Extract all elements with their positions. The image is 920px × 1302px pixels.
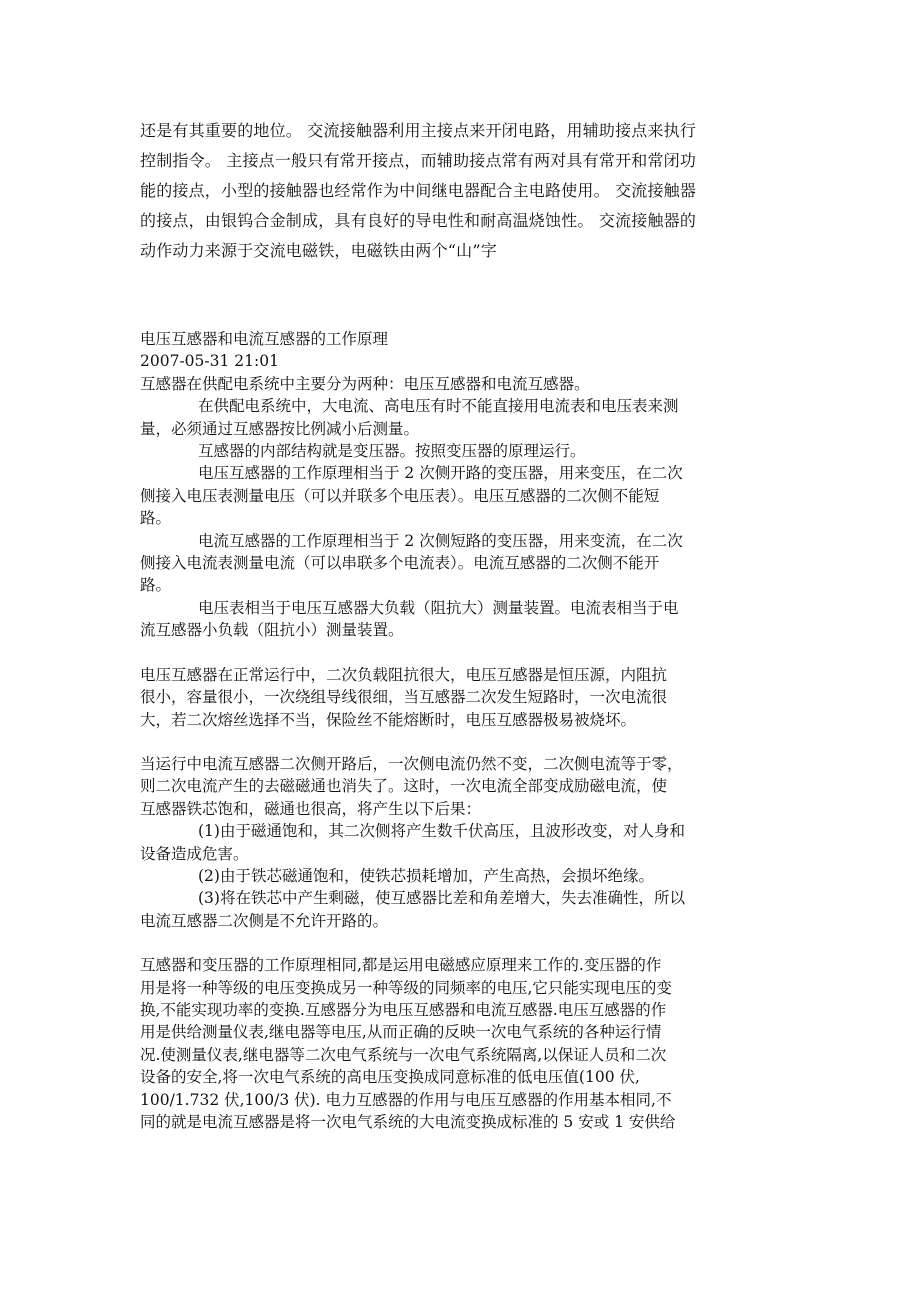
intro-line: 能的接点，小型的接触器也经常作为中间继电器配合主电路使用。 交流接触器 [140,181,697,200]
text-line: 电压互感器在正常运行中，二次负载阻抗很大，电压互感器是恒压源，内阻抗 [140,665,668,684]
text-line: 当运行中电流互感器二次侧开路后，一次侧电流仍然不变，二次侧电流等于零， [140,754,683,773]
text-line: 电压互感器的工作原理相当于 2 次侧开路的变压器，用来变压，在二次 [198,464,683,483]
intro-line: 控制指令。 主接点一般只有常开接点，而辅助接点常有两对具有常开和常闭功 [140,151,697,170]
text-line: 很小，容量很小，一次绕组导线很细，当互感器二次发生短路时，一次电流很 [140,688,668,707]
text-line: 设备的安全,将一次电气系统的高电压变换成同意标准的低电压值(100 伏, [140,1068,640,1087]
intro-line: 动作动力来源于交流电磁铁，电磁铁由两个“山”字 [140,241,497,260]
article-title: 电压互感器和电流互感器的工作原理 [140,330,389,348]
paragraph-gap [140,932,780,954]
text-line: 况.使测量仪表,继电器等二次电气系统与一次电气系统隔离,以保证人员和二次 [140,1045,667,1064]
text-line: 同的就是电流互感器是将一次电气系统的大电流变换成标准的 5 安或 1 安供给 [140,1113,676,1131]
text-line: 互感器和变压器的工作原理相同,都是运用电磁感应原理来工作的.变压器的作 [140,956,662,975]
text-line: 用是将一种等级的电压变换成另一种等级的同频率的电压,它只能实现电压的变 [140,978,672,997]
text-line: 电压表相当于电压互感器大负载（阻抗大）测量装置。电流表相当于电 [198,598,679,617]
text-line: 量，必须通过互感器按比例减小后测量。 [140,419,420,438]
text-line: 互感器的内部结构就是变压器。按照变压器的原理运行。 [198,442,586,461]
text-line: 则二次电流产生的去磁磁通也消失了。这时，一次电流全部变成励磁电流，使 [140,777,668,796]
text-line: 路。 [140,576,172,595]
text-line: (1)由于磁通饱和，其二次侧将产生数千伏高压，且波形改变，对人身和 [198,822,685,841]
article-date: 2007-05-31 21:01 [140,352,279,371]
text-line: 用是供给测量仪表,继电器等电压,从而正确的反映一次电气系统的各种运行情 [140,1023,662,1042]
text-line: 流互感器小负载（阻抗小）测量装置。 [140,621,404,640]
text-line: 大，若二次熔丝选择不当，保险丝不能熔断时，电压互感器极易被烧坏。 [140,710,637,729]
text-line: 侧接入电压表测量电压（可以并联多个电压表）。电压互感器的二次侧不能短 [140,486,660,505]
intro-line: 的接点，由银钨合金制成，具有良好的导电性和耐高温烧蚀性。 交流接触器的 [140,211,697,230]
text-line: 100/1.732 伏,100/3 伏). 电力互感器的作用与电压互感器的作用基本相同,不 [140,1090,672,1109]
text-line: 换,不能实现功率的变换.互感器分为电压互感器和电流互感器.电压互感器的作 [140,1000,667,1019]
paragraph-gap [140,642,780,664]
text-line: 侧接入电流表测量电流（可以串联多个电流表）。电流互感器的二次侧不能开 [140,554,660,573]
text-line: 路。 [140,509,172,528]
text-line: 设备造成危害。 [140,844,249,863]
text-line: 互感器铁芯饱和，磁通也很高，将产生以下后果： [140,799,482,818]
paragraph-gap [140,731,780,753]
text-line: 电流互感器二次侧是不允许开路的。 [140,911,389,930]
article-body [140,328,780,1133]
text-line: 互感器在供配电系统中主要分为两种：电压互感器和电流互感器。 [140,374,590,393]
text-line: 电流互感器的工作原理相当于 2 次侧短路的变压器，用来变流，在二次 [198,531,683,550]
intro-paragraph [140,116,780,266]
text-line: (3)将在铁芯中产生剩磁，使互感器比差和角差增大，失去准确性，所以 [198,889,685,908]
intro-line: 还是有其重要的地位。 交流接触器利用主接点来开闭电路，用辅助接点来执行 [140,121,697,140]
text-line: (2)由于铁芯磁通饱和，使铁芯损耗增加，产生高热，会损坏绝缘。 [198,866,654,885]
text-line: 在供配电系统中，大电流、高电压有时不能直接用电流表和电压表来测 [198,397,679,416]
